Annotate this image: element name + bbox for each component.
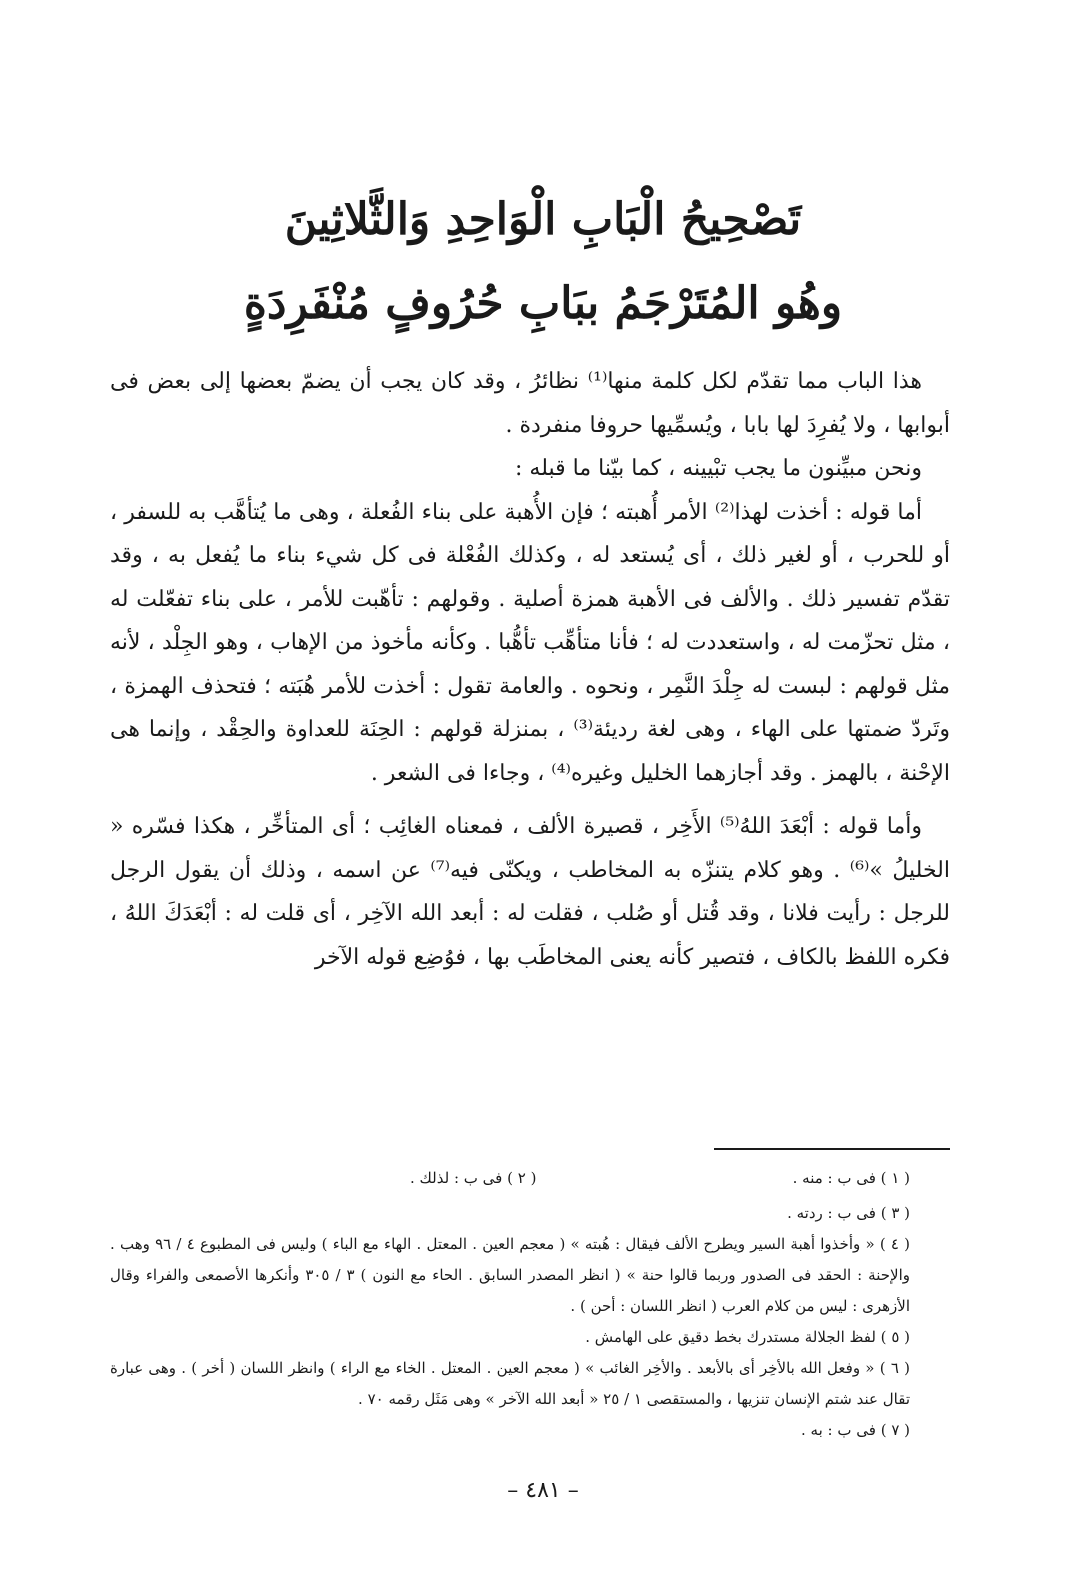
main-text: [110, 360, 950, 979]
paragraph: وأما قوله : أبْعَدَ اللهُ⁽⁵⁾ الأَخِر ، قصيرة الألف ، فمعناه الغائِب ؛ أى المتأخِّر ، هكذا فسّره « الخليلُ »⁽⁶⁾ . وهو كلام يتنزّه به المخاطب ، ويكنّى فيه⁽⁷⁾ عن اسمه ، وذلك أن يقول الرجل للرجل : رأيت فلانا ، وقد قُتل أو صُلب ، فقلت له : أبعد الله الآخِر ، أى قلت له : أبْعَدَكَ اللهُ ، فكره اللفظ بالكاف ، فتصير كأنه يعنى المخاطَب بها ، فوُضِع قوله الآخر: [110, 814, 950, 970]
chapter-title: تَصْحِيحُ الْبَابِ الْوَاحِدِ وَالثَّلاثِينَ: [284, 194, 802, 245]
footnote-divider: [714, 1148, 950, 1150]
chapter-subtitle: وهُو المُتَرْجَمُ ببَابِ حُرُوفٍ مُنْفَرِدَةٍ: [243, 278, 843, 329]
footnote-7: ( ٧ ) فى ب : به .: [801, 1421, 910, 1439]
paragraph: هذا الباب مما تقدّم لكل كلمة منها⁽¹⁾ نظائرُ ، وقد كان يجب أن يضمّ بعضها إلى بعض فى أبوابها ، ولا يُفرِدَ لها بابا ، ويُسمِّيها حروفا منفردة .: [110, 369, 950, 438]
footnotes: [110, 1198, 910, 1446]
footnote-1: ( ١ ) فى ب : منه .: [792, 1169, 910, 1187]
footnote-4: ( ٤ ) « وأخذوا أهبة السير ويطرح الألف فيقال : هُبته » ( معجم العين . المعتل . الهاء مع الباء ) وليس فى المطبوع ٤ / ٩٦ وهب . والإحنة : الحقد فى الصدور وربما قالوا حنة » ( انظر المصدر السابق . الحاء مع النون ) ٣ / ٣٠٥ وأنكرها الأصمعى والفراء وقال الأزهرى : ليس من كلام العرب ( انظر اللسان : أحن ) .: [110, 1235, 911, 1315]
footnote-row: [150, 1166, 910, 1190]
paragraph: أما قوله : أخذت لهذا⁽²⁾ الأمر أُهبته ؛ فإن الأُهبة على بناء الفُعلة ، وهى ما يُتأهَّب به للسفر ، أو للحرب ، أو لغير ذلك ، أى يُستعد له ، وكذلك الفُعْلة فى كل شيء بناء ما يُفعل به ، وقد تقدّم تفسير ذلك . والألف فى الأهبة همزة أصلية . وقولهم : تأهّبت للأمر ، على بناء تفعّلت له ، مثل تحزّمت له ، واستعددت له ؛ فأنا متأهِّب تأهُّبا . وكأنه مأخوذ من الإهاب ، وهو الجِلْد ، لأنه مثل قولهم : لبست له جِلْدَ النَّمِر ، ونحوه . والعامة تقول : أخذت للأمر هُبَته ؛ فتحذف الهمزة ، وتَردّ ضمتها على الهاء ، وهى لغة رديئة⁽³⁾ ، بمنزلة قولهم : الحِنَة للعداوة والحِقْد ، وإنما هى الإحْنة ، بالهمز . وقد أجازهما الخليل وغيره⁽⁴⁾ ، وجاءا فى الشعر .: [110, 499, 950, 786]
footnote-3: ( ٣ ) فى ب : ردته .: [787, 1204, 910, 1222]
page-number: – ٤٨١ –: [507, 1478, 579, 1503]
footnote-6: ( ٦ ) « وفعل الله بالأخِر أى بالأبعد . والأخِر الغائب » ( معجم العين . المعتل . الخاء مع الراء ) وانظر اللسان ( أخر ) . وهى عبارة تقال عند شتم الإنسان تنزيها ، والمستقصى ١ / ٢٥ « أبعد الله الآخر » وهى مَثَل رقمه ٧٠ .: [110, 1359, 910, 1408]
paragraph: ونحن مبيِّنون ما يجب تبْيينه ، كما بيّنا ما قبله :: [515, 456, 922, 481]
footnote-5: ( ٥ ) لفظ الجلالة مستدرك بخط دقيق على الهامش .: [585, 1328, 910, 1346]
footnote-2: ( ٢ ) فى ب : لذلك .: [410, 1169, 537, 1187]
